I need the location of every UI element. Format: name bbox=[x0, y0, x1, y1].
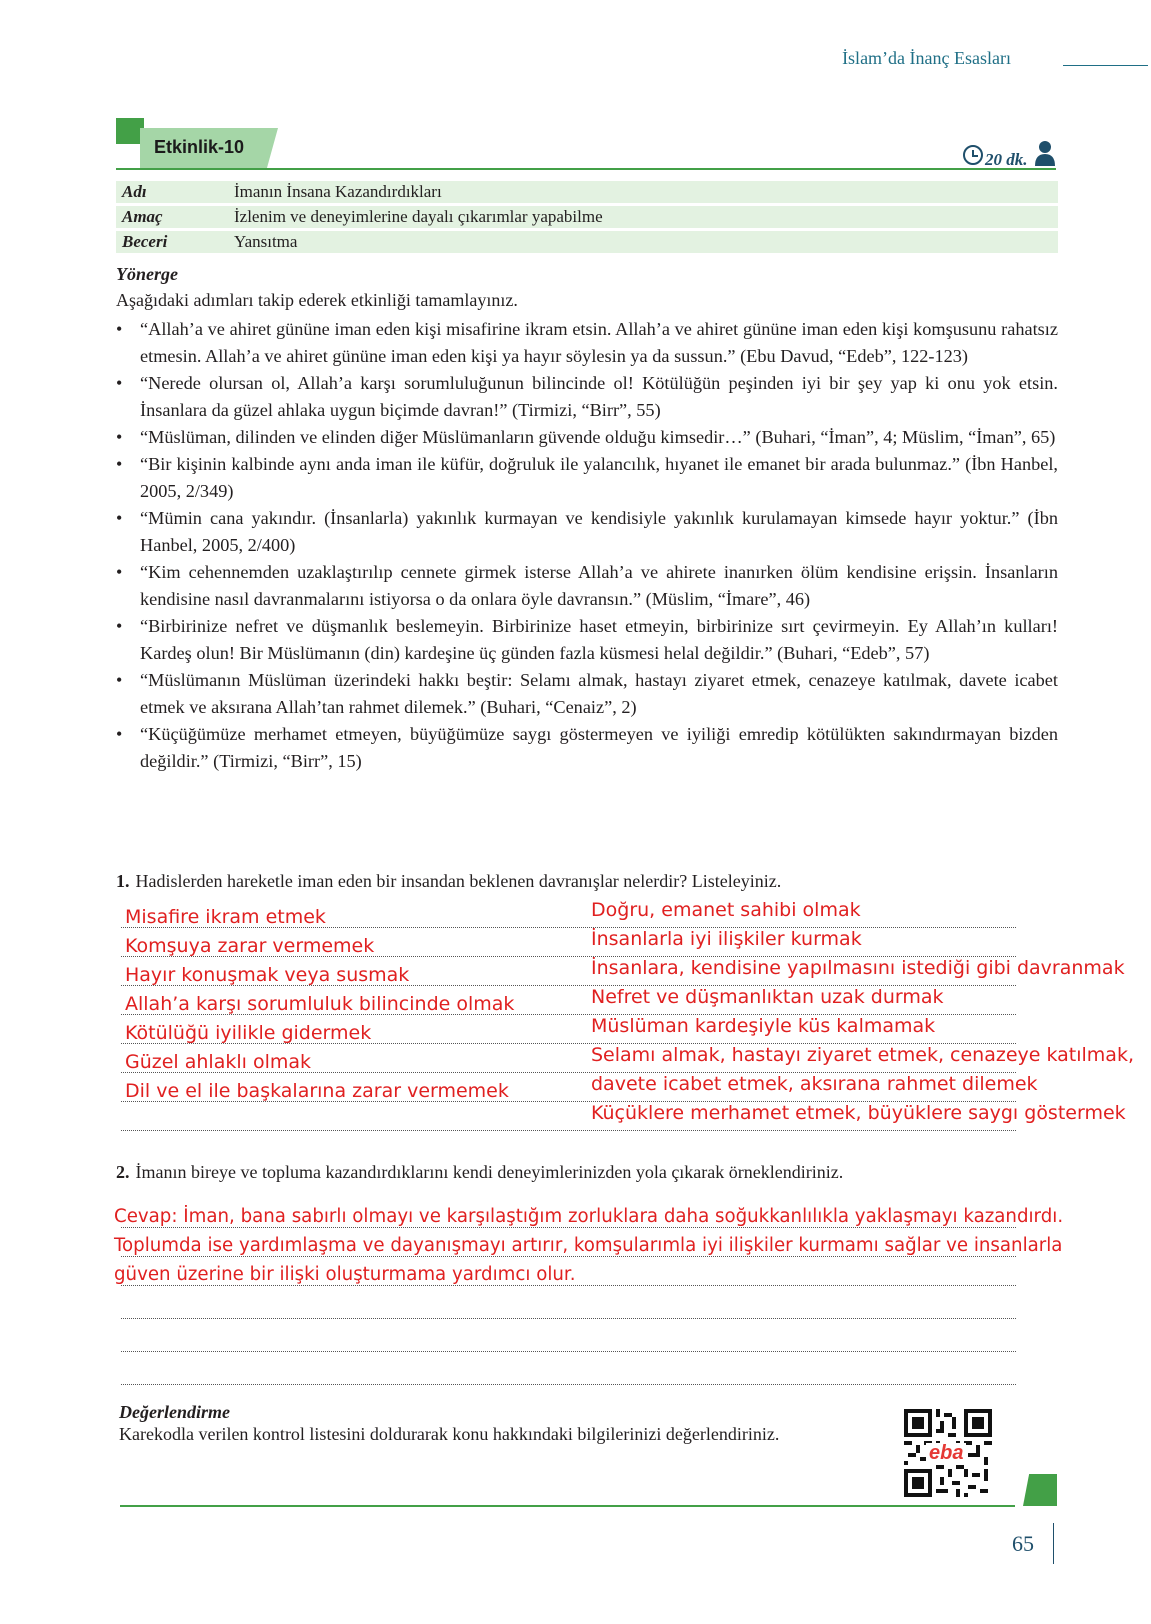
footer-rule bbox=[120, 1505, 1015, 1507]
info-key: Beceri bbox=[116, 231, 228, 253]
hadith-item: • “Küçüğümüze merhamet etmeyen, büyüğümüze saygı göstermeyen ve iyiliği emredip kötülükten sakındırmayan bizden değildir.” (Tirmizi, “Birr”, 15) bbox=[114, 721, 1058, 775]
info-row-skill bbox=[116, 231, 1058, 253]
info-value: İmanın İnsana Kazandırdıkları bbox=[228, 181, 1058, 203]
footer-accent-square bbox=[1023, 1474, 1057, 1506]
info-key: Adı bbox=[116, 181, 228, 203]
answer-line bbox=[121, 1384, 1016, 1385]
page-number: 65 bbox=[1012, 1531, 1034, 1556]
answer-line bbox=[121, 1227, 1016, 1228]
info-key: Amaç bbox=[116, 206, 228, 228]
question-text: İmanın bireye ve topluma kazandırdıklarını kendi deneyimlerinizden yola çıkarak örneklendiriniz. bbox=[135, 1162, 844, 1182]
evaluation-heading: Değerlendirme bbox=[119, 1402, 230, 1422]
hadith-item: • “Müslümanın Müslüman üzerindeki hakkı beştir: Selamı almak, hastayı ziyaret etmek, cenazeye katılmak, davete icabet etmek ve aksırana Allah’tan rahmet dilemek.” (Buhari, “Cenaiz”, 2) bbox=[114, 667, 1058, 721]
hadith-list bbox=[114, 316, 1058, 775]
handwritten-answer: davete icabet etmek, aksırana rahmet dilemek bbox=[591, 1073, 1038, 1095]
evaluation-text: Karekodla verilen kontrol listesini doldurarak konu hakkındaki bilgilerinizi değerlendiriniz. bbox=[119, 1424, 780, 1444]
question-1 bbox=[116, 871, 781, 892]
running-header-title: İslam’da İnanç Esasları bbox=[842, 48, 1011, 68]
handwritten-answer: Komşuya zarar vermemek bbox=[125, 935, 375, 957]
handwritten-answer: Güzel ahlaklı olmak bbox=[125, 1051, 312, 1073]
question-number: 2. bbox=[116, 1162, 130, 1182]
answer-line bbox=[121, 1285, 1016, 1286]
question-number: 1. bbox=[116, 871, 130, 891]
handwritten-answer: Nefret ve düşmanlıktan uzak durmak bbox=[591, 986, 944, 1008]
header-rule bbox=[1063, 65, 1148, 66]
hadith-item: • “Bir kişinin kalbinde aynı anda iman ile küfür, doğruluk ile yalancılık, hıyanet ile emanet bir arada bulunmaz.” (İbn Hanbel, 2005, 2/349) bbox=[114, 451, 1058, 505]
person-icon bbox=[1034, 140, 1056, 166]
handwritten-answer: İnsanlarla iyi ilişkiler kurmak bbox=[591, 928, 862, 950]
handwritten-answer: Selamı almak, hastayı ziyaret etmek, cenazeye katılmak, bbox=[591, 1044, 1134, 1066]
info-row-name bbox=[116, 181, 1058, 203]
hadith-item: • “Mümin cana yakındır. (İnsanlarla) yakınlık kurmayan ve kendisiyle yakınlık kurulamayan kimsede hayır yoktur.” (İbn Hanbel, 2005, 2/400) bbox=[114, 505, 1058, 559]
eba-logo: eba bbox=[926, 1443, 966, 1463]
handwritten-answer: Cevap: İman, bana sabırlı olmayı ve karşılaştığım zorluklara daha soğukkanlılıkla yaklaşmayı kazandırdı. bbox=[114, 1206, 1064, 1227]
answer-line bbox=[121, 1130, 1016, 1131]
handwritten-answer: Küçüklere merhamet etmek, büyüklere saygı göstermek bbox=[591, 1102, 1126, 1124]
activity-label: Etkinlik-10 bbox=[154, 137, 245, 157]
hadith-item: • “Müslüman, dilinden ve elinden diğer Müslümanların güvende olduğu kimsedir…” (Buhari, “İman”, 4; Müslim, “İman”, 65) bbox=[114, 424, 1058, 451]
info-row-purpose bbox=[116, 206, 1058, 228]
handwritten-answer: Müslüman kardeşiyle küs kalmamak bbox=[591, 1015, 936, 1037]
handwritten-answer: Hayır konuşmak veya susmak bbox=[125, 964, 410, 986]
duration-label: 20 dk. bbox=[985, 150, 1028, 169]
info-value: İzlenim ve deneyimlerine dayalı çıkarımlar yapabilme bbox=[228, 206, 1058, 228]
hadith-item: • “Kim cehennemden uzaklaştırılıp cennete girmek isterse Allah’a ve ahirete inanırken ölüm kendisine erişsin. İnsanların kendisine nasıl davranmalarını istiyorsa o da onlara öyle davransın.” (Müslim, “İmare”, 46) bbox=[114, 559, 1058, 613]
instructions-text: Aşağıdaki adımları takip ederek etkinliği tamamlayınız. bbox=[116, 290, 518, 310]
answer-line bbox=[121, 1351, 1016, 1352]
banner-accent-square bbox=[116, 118, 144, 144]
banner-rule bbox=[116, 168, 1056, 170]
activity-info-table bbox=[116, 178, 1058, 256]
info-value: Yansıtma bbox=[228, 231, 1058, 253]
question-2 bbox=[116, 1162, 843, 1183]
handwritten-answer: Doğru, emanet sahibi olmak bbox=[591, 899, 861, 921]
question-text: Hadislerden hareketle iman eden bir insandan beklenen davranışlar nelerdir? Listeleyiniz. bbox=[135, 871, 782, 891]
hadith-item: • “Allah’a ve ahiret gününe iman eden kişi misafirine ikram etsin. Allah’a ve ahiret gününe iman eden kişi komşusunu rahatsız etmesin. Allah’a ve ahiret gününe iman eden kişi ya hayır söylesin ya da sussun.” (Ebu Davud, “Edeb”, 122-123) bbox=[114, 316, 1058, 370]
activity-duration bbox=[963, 140, 1028, 170]
hadith-item: • “Birbirinize nefret ve düşmanlık beslemeyin. Birbirinize haset etmeyin, birbirinize sırt çevirmeyin. Ey Allah’ın kulları! Kardeş olun! Bir Müslümanın (din) kardeşine üç günden fazla küsmesi helal değildir.” (Buhari, “Edeb”, 57) bbox=[114, 613, 1058, 667]
handwritten-answer: İnsanlara, kendisine yapılmasını istediği gibi davranmak bbox=[591, 957, 1125, 979]
handwritten-answer: Dil ve el ile başkalarına zarar vermemek bbox=[125, 1080, 509, 1102]
page-number-rule bbox=[1053, 1523, 1054, 1564]
handwritten-answer: Kötülüğü iyilikle gidermek bbox=[125, 1022, 372, 1044]
instructions-heading: Yönerge bbox=[116, 264, 178, 284]
handwritten-answer: Toplumda ise yardımlaşma ve dayanışmayı artırır, komşularımla iyi ilişkiler kurmamı sağlar ve insanlarla bbox=[114, 1235, 1063, 1256]
hadith-item: • “Nerede olursan ol, Allah’a karşı sorumluluğunun bilincinde ol! Kötülüğün peşinden iyi bir şey yap ki onu yok etsin. İnsanlara da güzel ahlaka uygun biçimde davran!” (Tirmizi, “Birr”, 55) bbox=[114, 370, 1058, 424]
answer-line bbox=[121, 1256, 1016, 1257]
answer-line bbox=[121, 1318, 1016, 1319]
handwritten-answer: Misafire ikram etmek bbox=[125, 906, 326, 928]
clock-icon bbox=[963, 145, 983, 165]
handwritten-answer: Allah’a karşı sorumluluk bilincinde olmak bbox=[125, 993, 515, 1015]
handwritten-answer: güven üzerine bir ilişki oluşturmama yardımcı olur. bbox=[114, 1264, 576, 1285]
